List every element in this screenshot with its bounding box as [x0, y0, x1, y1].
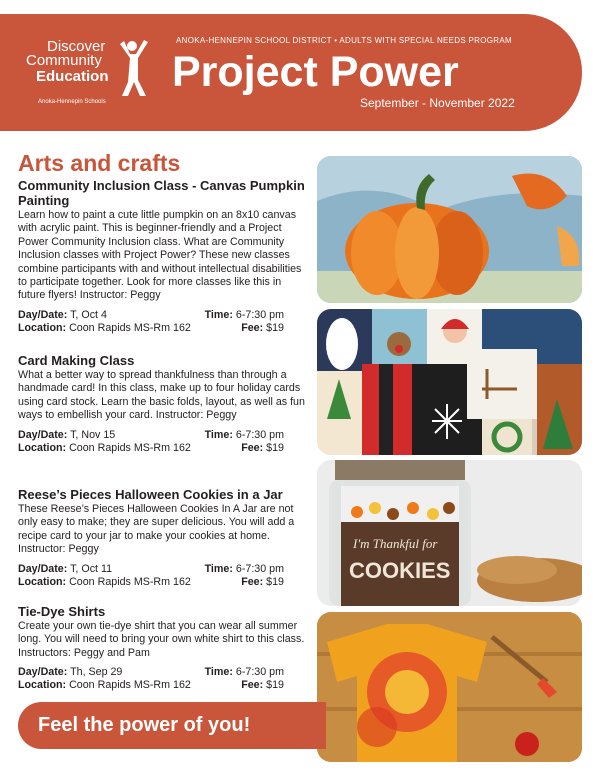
class-fee: $19 [266, 441, 284, 454]
class-meta [18, 309, 308, 337]
location-label: Location: [18, 679, 67, 692]
class-location: Coon Rapids MS-Rm 162 [69, 679, 191, 692]
class-item [18, 604, 308, 694]
class-name: Tie-Dye Shirts [18, 604, 106, 619]
tagline: Feel the power of you! [38, 714, 251, 736]
class-name: Community Inclusion Class - Canvas Pumpkin Painting [18, 178, 305, 208]
discover-community-education-logo [26, 38, 166, 118]
class-fee: $19 [266, 679, 284, 692]
class-location: Coon Rapids MS-Rm 162 [69, 321, 191, 334]
logo-line-education: Education [36, 68, 109, 85]
class-item [18, 487, 308, 591]
class-daydate: T, Oct 4 [70, 308, 107, 321]
district-program-line: ANOKA-HENNEPIN SCHOOL DISTRICT • ADULTS WITH SPECIAL NEEDS PROGRAM [176, 36, 512, 45]
jar-label-title: COOKIES [349, 558, 451, 583]
fee-label: Fee: [241, 679, 264, 692]
daydate-label: Day/Date: [18, 308, 68, 321]
header-banner [0, 14, 582, 131]
class-item [18, 178, 308, 337]
fee-label: Fee: [241, 441, 264, 454]
class-meta [18, 563, 308, 591]
class-fee: $19 [266, 321, 284, 334]
daydate-label: Day/Date: [18, 562, 68, 575]
logo-line-schools: Anoka-Hennepin Schools [38, 99, 106, 105]
daydate-label: Day/Date: [18, 428, 68, 441]
time-label: Time: [204, 428, 233, 441]
class-time: 6-7:30 pm [235, 308, 284, 321]
jar-label-text: I'm Thankful for [353, 536, 438, 551]
location-label: Location: [18, 321, 67, 334]
logo-line-discover: Discover [47, 38, 106, 55]
time-label: Time: [204, 308, 233, 321]
holiday-cards-photo [317, 309, 582, 455]
class-description: What a better way to spread thankfulness than through a handmade card! In this class, make up to four holiday cards using card stock. Learn the basic folds, layout, as well as fun ways to embellish your card. Instructor: Peggy [18, 369, 305, 422]
location-label: Location: [18, 575, 67, 588]
date-range: September - November 2022 [360, 96, 515, 110]
pumpkin-painting-photo [317, 156, 582, 303]
class-location: Coon Rapids MS-Rm 162 [69, 441, 191, 454]
class-description: Create your own tie-dye shirt that you can wear all summer long. You will need to bring your own white shirt to this class. Instructors: Peggy and Pam [18, 620, 305, 659]
class-time: 6-7:30 pm [235, 428, 284, 441]
tagline-banner [18, 702, 326, 749]
page-title: Project Power [172, 48, 459, 96]
class-name: Reese’s Pieces Halloween Cookies in a Jar [18, 487, 283, 502]
tie-dye-shirt-photo [317, 612, 582, 762]
logo-line-community: Community [26, 52, 102, 69]
class-meta [18, 666, 308, 694]
class-location: Coon Rapids MS-Rm 162 [69, 575, 191, 588]
class-meta [18, 429, 308, 457]
time-label: Time: [204, 562, 233, 575]
class-description: Learn how to paint a cute little pumpkin on an 8x10 canvas with acrylic paint. This is beginner-friendly and a Project Power Community Inclusion class. What are Community Inclusion classes with Project Power? These new classes combine participants with and without intellectual disabilities to participate together. Look for more classes like this in future flyers! Instructor: Peggy [18, 209, 302, 302]
class-description: These Reese’s Pieces Halloween Cookies In A Jar are not only easy to make; they are super delicious. You will add a recipe card to your jar to make your cookies at home. Instructor: Peggy [18, 503, 295, 556]
class-item [18, 353, 308, 457]
location-label: Location: [18, 441, 67, 454]
cookie-jar-photo [317, 460, 582, 606]
class-daydate: Th, Sep 29 [70, 666, 123, 679]
person-icon [114, 38, 154, 98]
class-name: Card Making Class [18, 353, 135, 368]
class-time: 6-7:30 pm [235, 666, 284, 679]
time-label: Time: [204, 666, 233, 679]
section-title: Arts and crafts [18, 150, 181, 176]
daydate-label: Day/Date: [18, 666, 68, 679]
class-fee: $19 [266, 575, 284, 588]
fee-label: Fee: [241, 575, 264, 588]
class-time: 6-7:30 pm [235, 562, 284, 575]
class-daydate: T, Oct 11 [70, 562, 113, 575]
fee-label: Fee: [241, 321, 264, 334]
class-daydate: T, Nov 15 [70, 428, 116, 441]
